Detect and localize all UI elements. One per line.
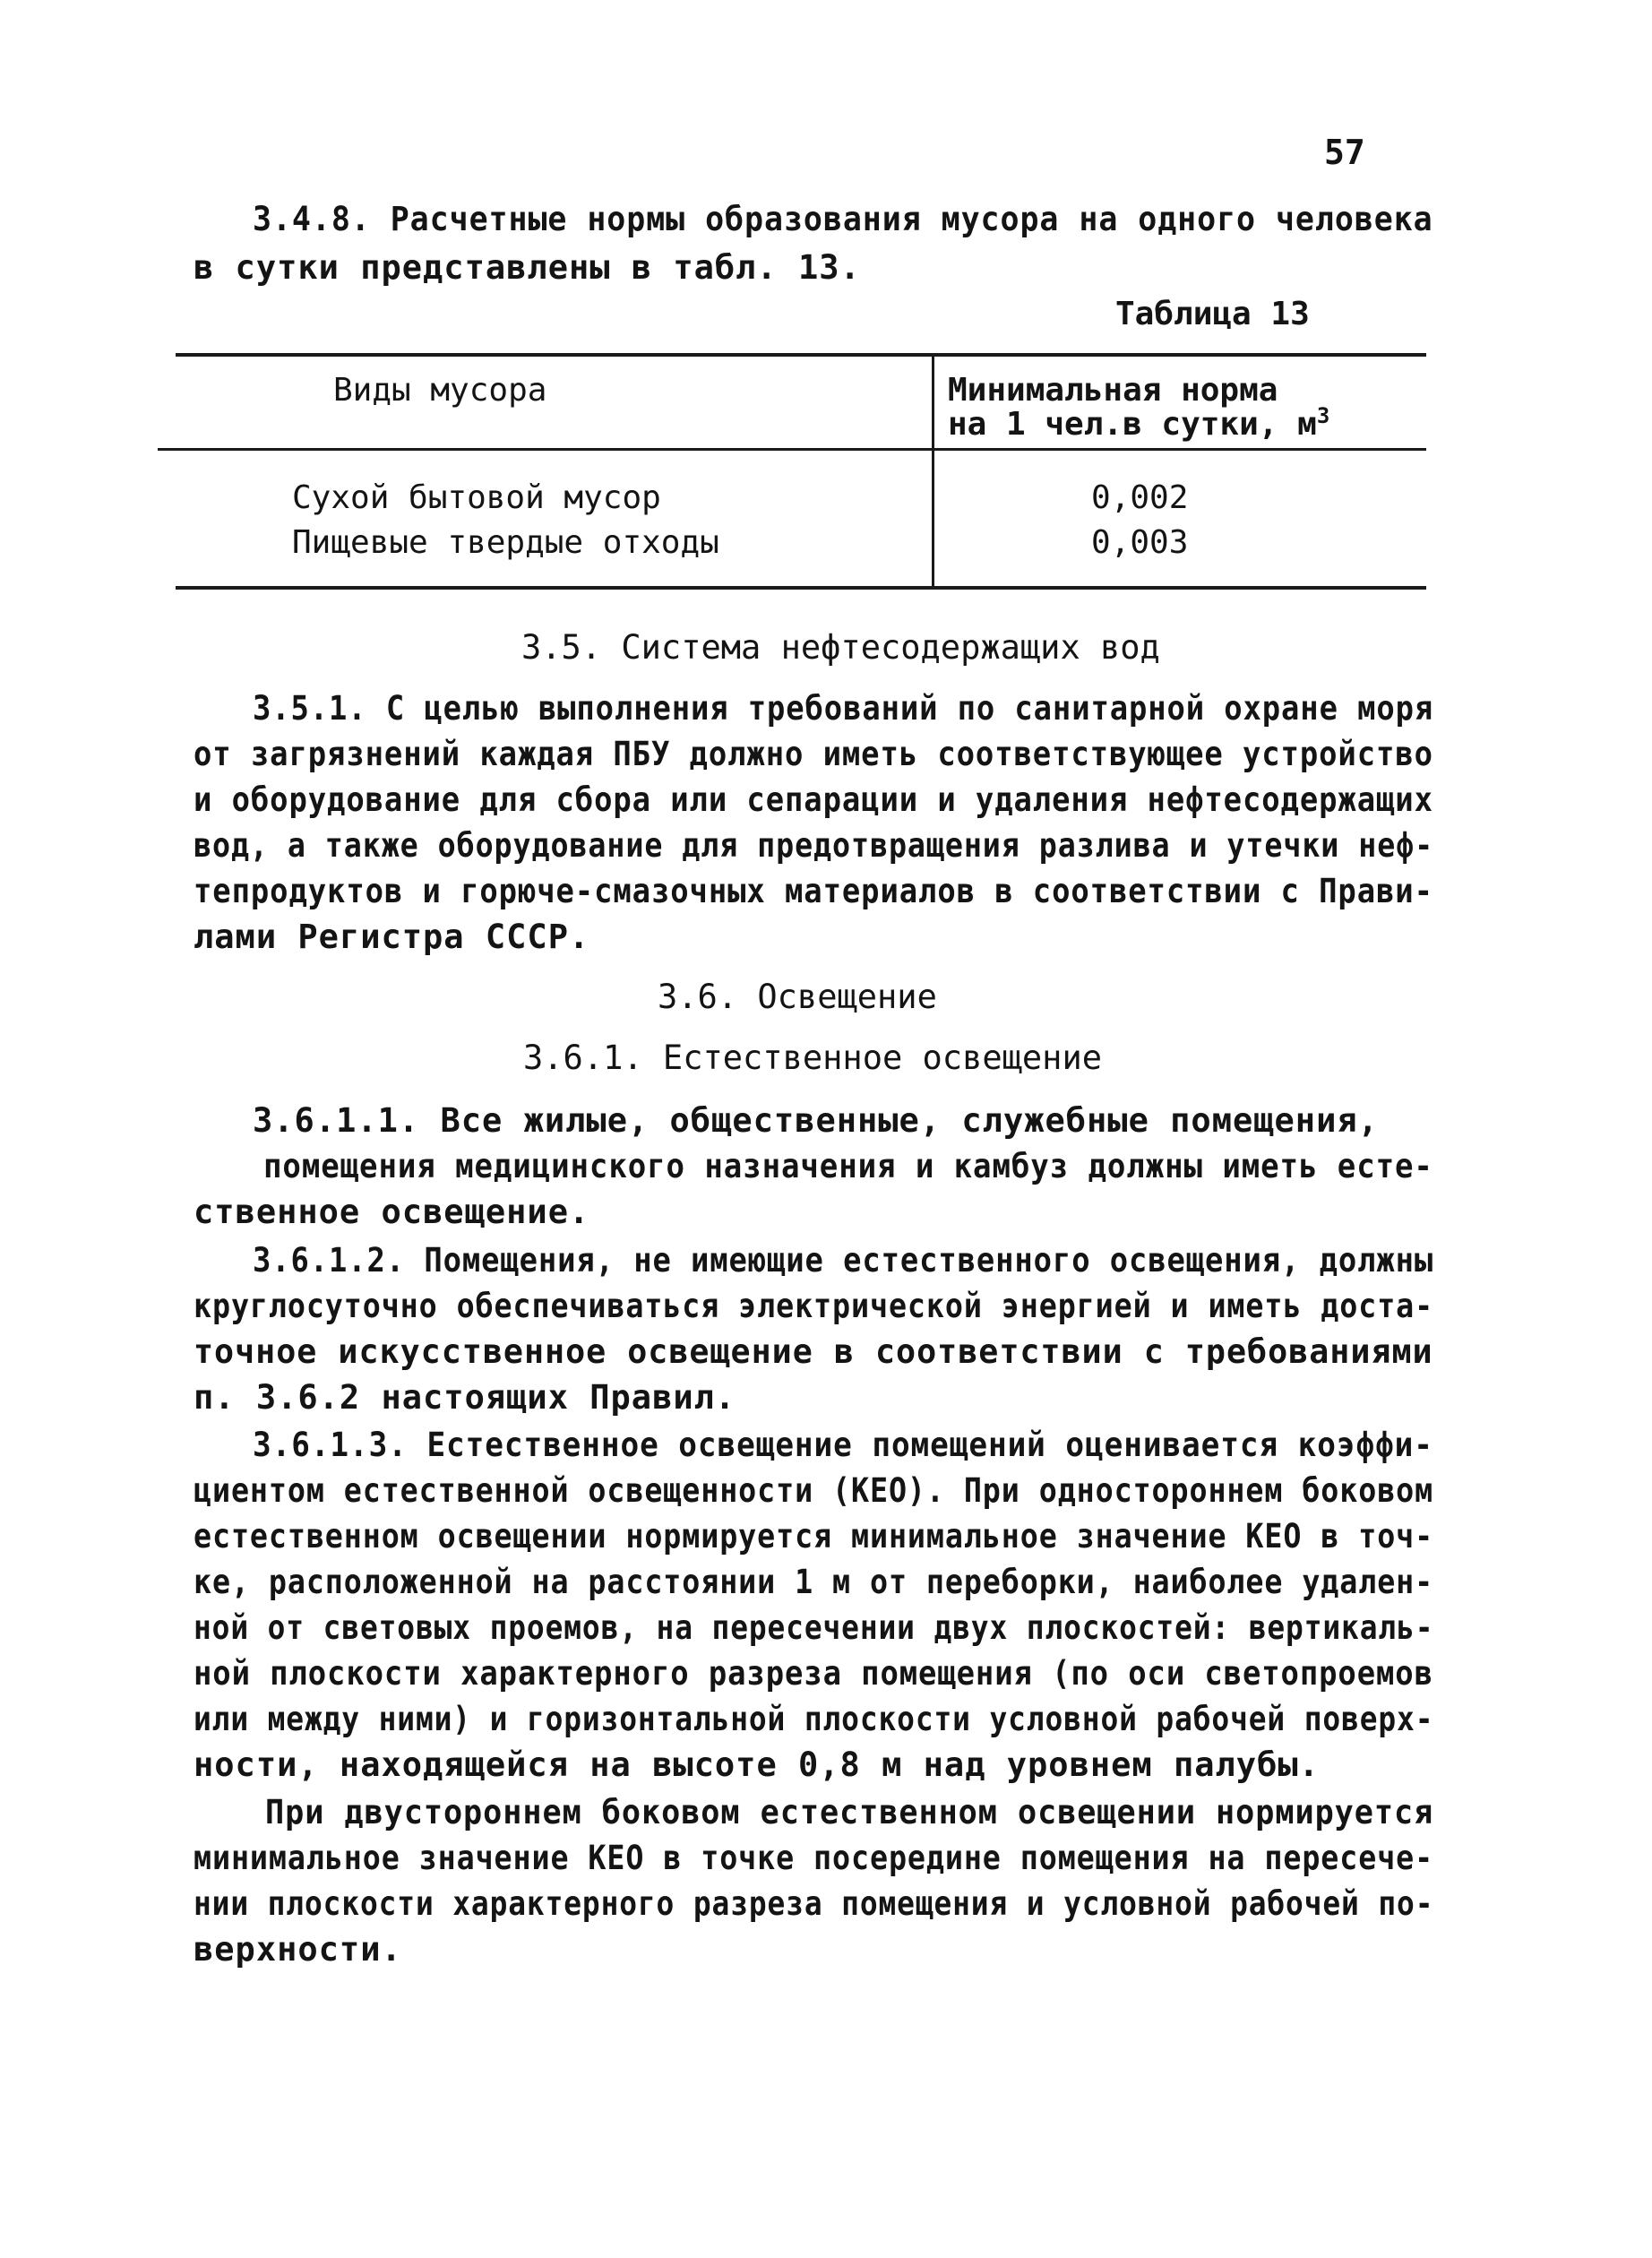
para-3-6-1-2-line-4: п. 3.6.2 настоящих Правил. [194,1378,736,1417]
para-3-6-1-2-line-3: точное искусственное освещение в соответствии с требованиями [194,1332,1433,1371]
para-3-6-1-3-line-3: естественном освещении нормируется минимальное значение КЕО в точ- [194,1517,1434,1556]
table-row-2-type: Пищевые твердые отходы [292,524,719,561]
para-3-6-1-3-line-7: или между ними) и горизонтальной плоскости условной рабочей поверх- [194,1700,1434,1738]
para-3-6-1-3-line-2: циентом естественной освещенности (КЕО). При одностороннем боковом [194,1471,1434,1510]
unit-superscript: 3 [1316,403,1330,428]
table-header-norm-line-1: Минимальная норма [948,372,1278,409]
section-3-5-line-1: 3.5.1. С целью выполнения требований по санитарной охране моря [253,689,1434,728]
para-3-6-1-1-line-1: 3.6.1.1. Все жилые, общественные, служебные помещения, [253,1101,1379,1140]
para-final-line-4: верхности. [194,1930,402,1969]
para-3-6-1-3-line-6: ной плоскости характерного разреза помещения (по оси светопроемов [194,1654,1433,1693]
para-3-6-1-2-line-1: 3.6.1.2. Помещения, не имеющие естественного освещения, должны [253,1241,1434,1280]
table-header-rule [158,448,1426,451]
section-3-6-heading: 3.6. Освещение [658,978,937,1016]
table-caption: Таблица 13 [1115,296,1310,332]
para-3-6-1-3-line-8: ности, находящейся на высоте 0,8 м над уровнем палубы. [194,1745,1320,1784]
para-3-6-1-3-line-4: ке, расположенной на расстоянии 1 м от переборки, наиболее удален- [194,1563,1434,1601]
table-header-norm-line-2: на 1 чел.в сутки, $м^3$ [948,403,1330,443]
para-3-6-1-1-line-3: ственное освещение. [194,1193,590,1231]
table-bottom-rule [176,586,1426,590]
para-3-6-1-1-line-2: помещения медицинского назначения и камбуз должны иметь есте- [263,1147,1433,1185]
intro-line-1: 3.4.8. Расчетные нормы образования мусора на одного человека [253,200,1433,238]
page-number: 57 [1324,133,1365,172]
table-row-2-value: 0,003 [1091,524,1189,561]
table-row-1-value: 0,002 [1091,479,1189,516]
section-3-5-line-2: от загрязнений каждая ПБУ должно иметь соответствующее устройство [194,735,1433,773]
section-3-5-line-4: вод, а также оборудование для предотвращения разлива и утечки неф- [194,826,1434,865]
table-top-rule [176,353,1426,357]
section-3-5-line-6: лами Регистра СССР. [194,918,590,956]
table-row-1-type: Сухой бытовой мусор [292,479,661,516]
para-final-line-3: нии плоскости характерного разреза помещения и условной рабочей по- [194,1884,1434,1923]
intro-line-2: в сутки представлены в табл. 13. [194,248,861,287]
para-final-line-2: минимальное значение КЕО в точке посередине помещения на пересече- [194,1839,1434,1877]
table-column-divider [932,353,934,590]
para-3-6-1-3-line-1: 3.6.1.3. Естественное освещение помещений оценивается коэффи- [253,1426,1433,1464]
para-final-line-1: При двустороннем боковом естественном освещении нормируется [265,1793,1434,1831]
section-3-5-line-5: тепродуктов и горюче-смазочных материалов в соответствии с Прави- [194,872,1433,910]
para-3-6-1-2-line-2: круглосуточно обеспечиваться электрической энергией и иметь доста- [194,1287,1434,1325]
table-header-waste-type: Виды мусора [333,372,547,409]
section-3-6-1-heading: 3.6.1. Естественное освещение [523,1039,1103,1077]
section-3-5-line-3: и оборудование для сбора или сепарации и удаления нефтесодержащих [194,780,1433,819]
para-3-6-1-3-line-5: ной от световых проемов, на пересечении двух плоскостей: вертикаль- [194,1608,1434,1647]
section-3-5-heading: 3.5. Система нефтесодержащих вод [521,628,1160,667]
